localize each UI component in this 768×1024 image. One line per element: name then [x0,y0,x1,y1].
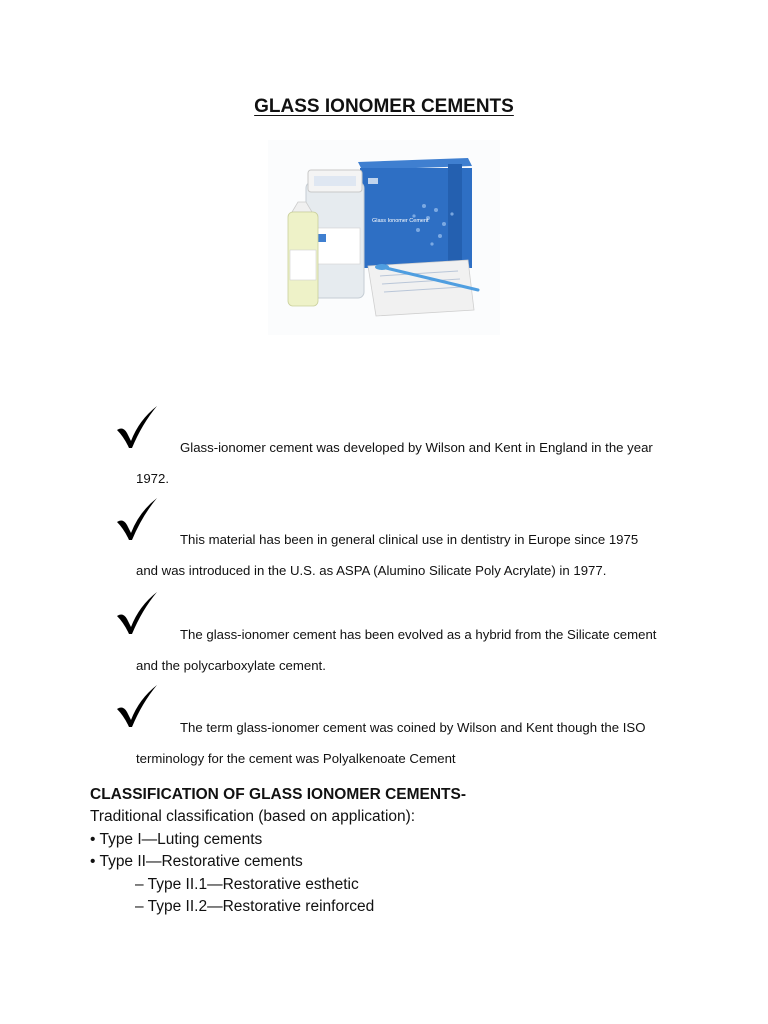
point-line: The glass-ionomer cement has been evolved as a hybrid from the Silicate cement [180,627,657,642]
point-line: Glass-ionomer cement was developed by Wilson and Kent in England in the year [180,440,653,455]
classification-subheading: Traditional classification (based on application): [90,808,416,825]
classification-item: • Type I—Luting cements [90,830,263,848]
classification-item: • Type II—Restorative cements [90,853,303,870]
point-paragraph [136,432,696,494]
product-box-label: Glass Ionomer Cement [372,218,429,224]
classification-section [90,784,466,919]
point-line: terminology for the cement was Polyalkenoate Cement [136,751,456,766]
document-title: GLASS IONOMER CEMENTS [254,96,514,117]
point-paragraph [136,619,696,681]
product-photo [268,140,500,335]
point-paragraph [136,712,696,774]
point-line: and the polycarboxylate cement. [136,658,326,673]
point-line: This material has been in general clinical use in dentistry in Europe since 1975 [180,532,639,547]
point-line: 1972. [136,471,170,486]
point-paragraph [136,524,696,586]
classification-subitem: – Type II.1—Restorative esthetic [135,875,359,893]
classification-subitem: – Type II.2—Restorative reinforced [135,898,375,915]
point-line: and was introduced in the U.S. as ASPA (Alumino Silicate Poly Acrylate) in 1977. [136,563,607,578]
classification-heading: CLASSIFICATION OF GLASS IONOMER CEMENTS- [90,786,467,803]
point-line: The term glass-ionomer cement was coined by Wilson and Kent though the ISO [180,720,646,735]
